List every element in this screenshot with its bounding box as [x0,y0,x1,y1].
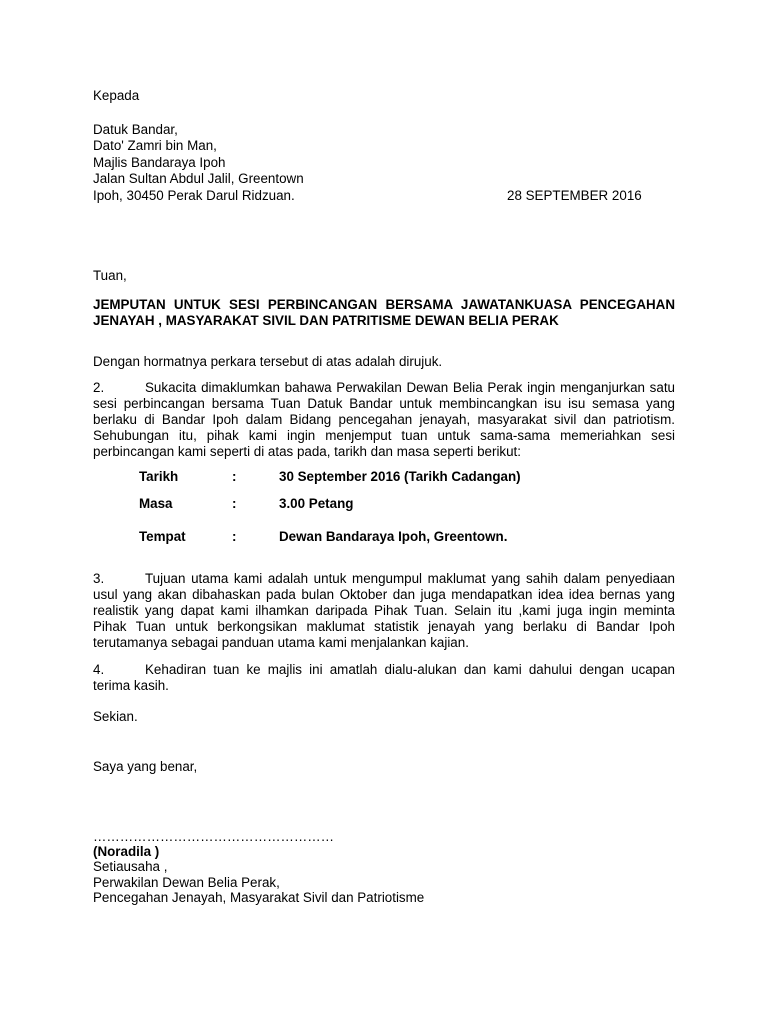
salutation: Tuan, [93,268,127,283]
signatory-line: Pencegahan Jenayah, Masyarakat Sivil dan Patriotisme [93,890,425,905]
paragraph-2 [93,380,675,460]
signatory-line: Perwakilan Dewan Belia Perak, [93,875,280,890]
letter-date: 28 SEPTEMBER 2016 [507,188,642,203]
recipient-kepada: Kepada [93,88,140,103]
subject-heading: JEMPUTAN UNTUK SESI PERBINCANGAN BERSAMA JAWATANKUASA PENCEGAHAN JENAYAH , MASYARAKAT SIVIL DAN PATRITISME DEWAN BELIA PERAK [93,297,675,328]
detail-value: 3.00 Petang [279,496,354,511]
detail-value: Dewan Bandaraya Ipoh, Greentown. [279,529,508,544]
paragraph-text: Kehadiran tuan ke majlis ini amatlah dialu-alukan dan kami dahului dengan ucapan terima kasih. [93,662,675,693]
paragraph-number: 3. [93,571,105,586]
paragraph-number: 2. [93,380,105,395]
paragraph-text: Tujuan utama kami adalah untuk mengumpul maklumat yang sahih dalam penyediaan usul yang akan dibahaskan pada bulan Oktober dan juga mendapatkan idea idea bernas yang realistik yang dapat kami ilhamkan daripada Pihak Tuan. Selain itu ,kami juga ingin meminta Pihak Tuan untuk berkongsikan maklumat statistik jenayah yang berlaku di Bandar Ipoh terutamanya sebagai panduan utama kami menjalankan kajian. [93,571,675,650]
signatory-name: (Noradila ) [93,844,160,859]
paragraph-text: Sukacita dimaklumkan bahawa Perwakilan Dewan Belia Perak ingin menganjurkan satu sesi perbincangan bersama Tuan Datuk Bandar untuk membincangkan isu isu semasa yang berlaku di Bandar Ipoh dalam Bidang pencegahan jenayah, masyarakat sivil dan patriotism. Sehubungan itu, pihak kami ingin menjemput tuan untuk sama-sama memeriahkan sesi perbincangan kami seperti di atas pada, tarikh dan masa seperti berikut: [93,380,675,459]
detail-separator: : [232,496,237,511]
recipient-line: Dato' Zamri bin Man, [93,138,217,153]
sign-off: Saya yang benar, [93,759,198,774]
recipient-line: Datuk Bandar, [93,122,178,137]
detail-label: Tempat [139,529,186,544]
detail-separator: : [232,529,237,544]
recipient-line: Ipoh, 30450 Perak Darul Ridzuan. [93,188,295,203]
paragraph-3 [93,571,675,651]
detail-separator: : [232,469,237,484]
signatory-line: Setiausaha , [93,859,168,874]
detail-label: Masa [139,496,173,511]
opening-line: Dengan hormatnya perkara tersebut di atas adalah dirujuk. [93,354,443,369]
detail-label: Tarikh [139,469,179,484]
recipient-line: Jalan Sultan Abdul Jalil, Greentown [93,171,304,186]
signature-line: ……………………………………………… [93,829,335,844]
closing-text: Sekian. [93,709,138,724]
paragraph-number: 4. [93,662,105,677]
detail-value: 30 September 2016 (Tarikh Cadangan) [279,469,521,484]
paragraph-4 [93,662,675,694]
recipient-line: Majlis Bandaraya Ipoh [93,155,226,170]
